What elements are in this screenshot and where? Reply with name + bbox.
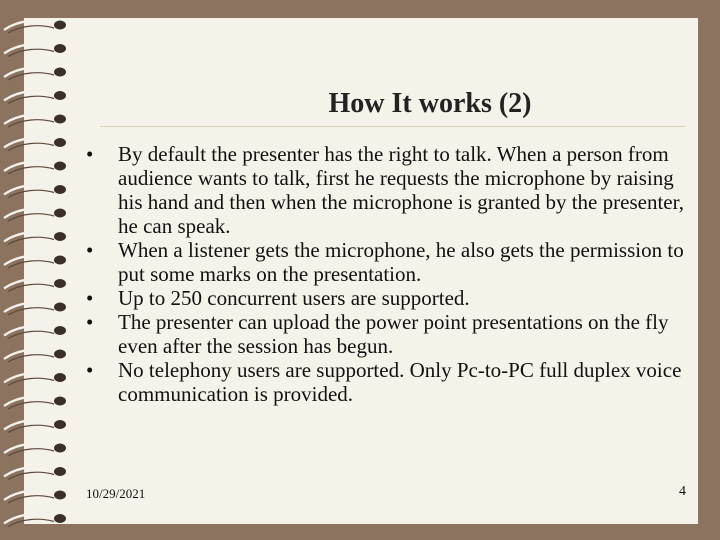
bullet-item: • No telephony users are supported. Only Pc-to-PC full duplex voice communication is provided. [86,358,682,406]
binding-hole [54,232,66,241]
binding-ring-shadow [8,190,54,197]
binding-hole [54,91,66,100]
binding-hole [54,514,66,523]
binding-hole [54,350,66,359]
binding-hole [54,491,66,500]
binding-hole [54,444,66,453]
slide-title: How It works (2) [328,88,532,119]
binding-hole [54,115,66,124]
binding-hole [54,373,66,382]
binding-hole [54,68,66,77]
binding-ring [4,161,56,171]
binding-ring [4,232,56,242]
binding-ring-shadow [8,143,54,150]
binding-ring-shadow [8,355,54,362]
binding-ring [4,67,56,77]
bullet-text: No telephony users are supported. Only Pc-to-PC full duplex voice communication is provided. [118,358,682,406]
binding-hole [54,279,66,288]
binding-ring [4,514,56,524]
binding-hole [54,303,66,312]
binding-ring-shadow [8,261,54,268]
binding-ring [4,44,56,54]
binding-ring-shadow [8,378,54,385]
binding-ring-shadow [8,73,54,80]
binding-ring [4,138,56,148]
binding-hole [54,420,66,429]
binding-hole [54,21,66,30]
binding-ring-shadow [8,237,54,244]
binding-ring-shadow [8,96,54,103]
bullet-list [86,142,686,406]
spiral-binding-icon [0,0,90,540]
binding-ring [4,373,56,383]
binding-ring-shadow [8,425,54,432]
binding-hole [54,467,66,476]
binding-ring-shadow [8,284,54,291]
bullet-text: The presenter can upload the power point presentations on the fly even after the session has begun. [118,310,669,358]
binding-ring [4,349,56,359]
binding-ring [4,91,56,101]
bullet-text: When a listener gets the microphone, he also gets the permission to put some marks on the presentation. [118,238,684,286]
binding-hole [54,397,66,406]
binding-ring-shadow [8,167,54,174]
binding-hole [54,209,66,218]
binding-hole [54,185,66,194]
bullet-item: • The presenter can upload the power point presentations on the fly even after the session has begun. [86,310,669,358]
binding-ring [4,326,56,336]
binding-hole [54,44,66,53]
binding-ring-shadow [8,496,54,503]
binding-ring [4,20,56,30]
binding-hole [54,256,66,265]
binding-ring [4,279,56,289]
footer-date: 10/29/2021 [86,486,146,501]
page-number: 4 [679,484,686,499]
binding-ring-shadow [8,120,54,127]
bullet-item: • By default the presenter has the right to talk. When a person from audience wants to talk, first he requests the microphone by raising his hand and then when the microphone is granted by the presenter, he can speak. [86,142,684,238]
binding-ring-shadow [8,49,54,56]
binding-hole [54,138,66,147]
binding-ring [4,208,56,218]
binding-ring [4,443,56,453]
binding-ring-shadow [8,26,54,33]
binding-hole [54,326,66,335]
binding-ring [4,185,56,195]
binding-ring [4,420,56,430]
binding-ring-shadow [8,308,54,315]
bullet-text: Up to 250 concurrent users are supported. [118,286,470,310]
binding-ring-shadow [8,519,54,526]
binding-ring [4,302,56,312]
binding-ring [4,396,56,406]
bullet-item: • When a listener gets the microphone, he also gets the permission to put some marks on the presentation. [86,238,684,286]
binding-ring [4,490,56,500]
binding-ring-shadow [8,214,54,221]
binding-hole [54,162,66,171]
bullet-item: • Up to 250 concurrent users are supported. [86,286,470,310]
binding-ring-shadow [8,472,54,479]
binding-ring-shadow [8,449,54,456]
binding-ring [4,255,56,265]
title-divider [100,126,685,127]
binding-ring [4,114,56,124]
binding-ring-shadow [8,331,54,338]
bullet-text: By default the presenter has the right to talk. When a person from audience wants to talk, first he requests the microphone by raising his hand and then when the microphone is granted by the presenter, he can speak. [118,142,684,238]
binding-ring [4,467,56,477]
binding-ring-shadow [8,402,54,409]
